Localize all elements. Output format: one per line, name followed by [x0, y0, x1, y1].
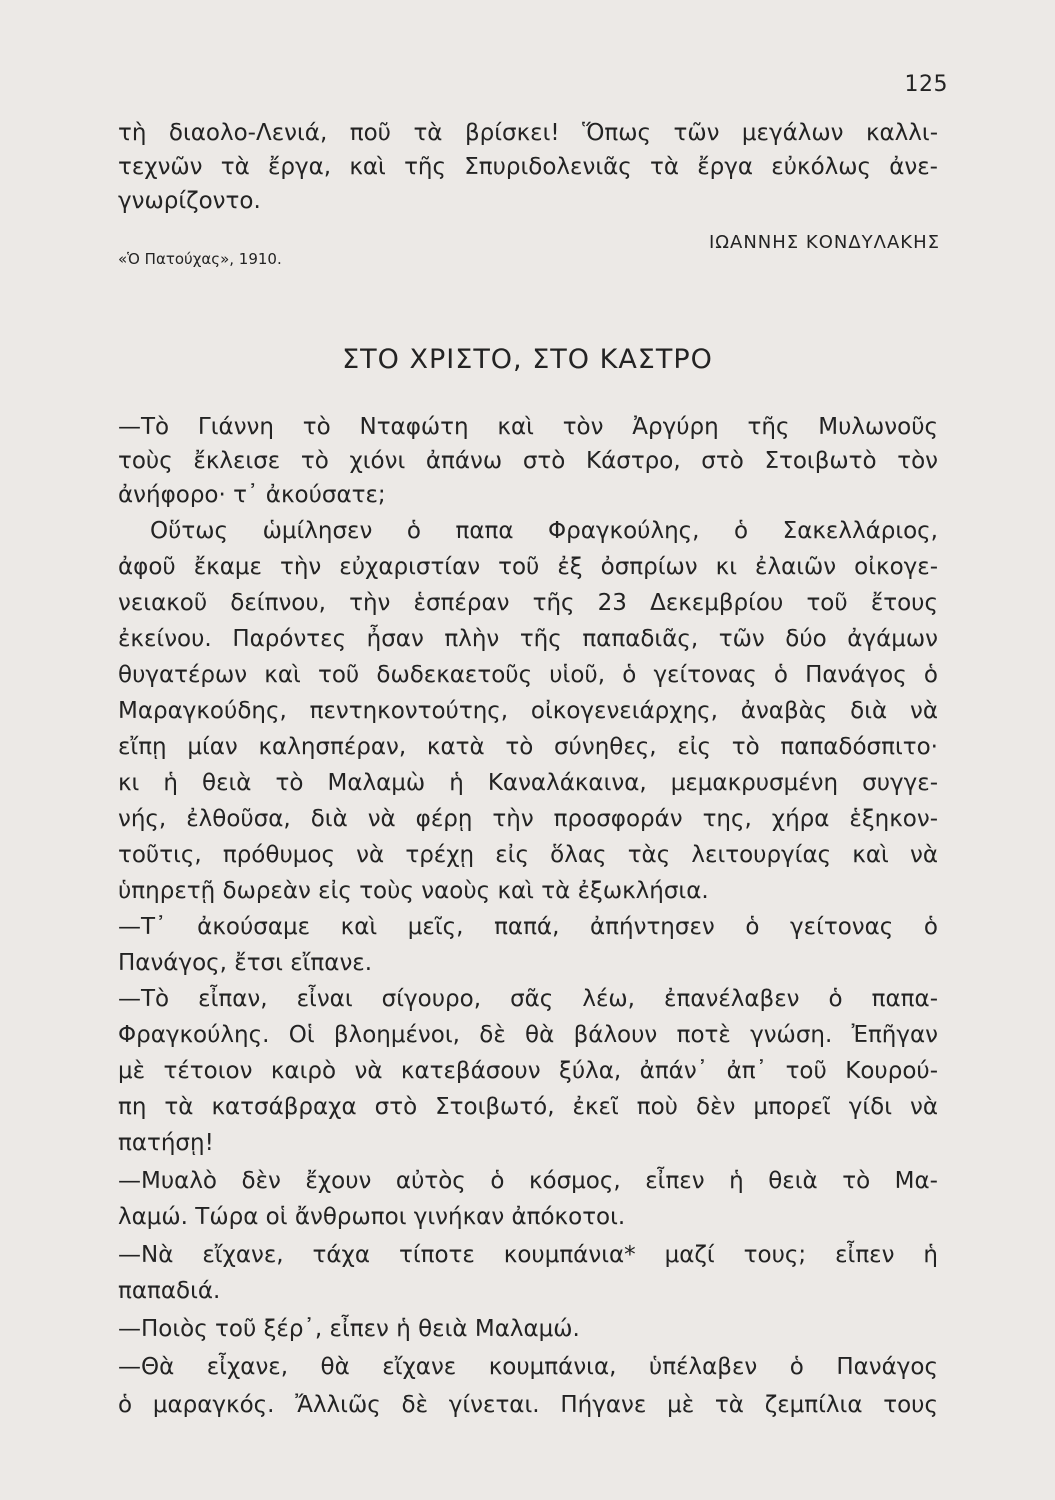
story-text-line: —Τὸ Γιάννη τὸ Νταφώτη καὶ τὸν Ἀργύρη τῆς Μυλωνοῦς: [118, 414, 938, 440]
story-text-line: —Θὰ εἶχανε, θὰ εἴχανε κουμπάνια, ὑπέλαβεν ὁ Πανάγος: [118, 1354, 938, 1380]
story-text-line: νειακοῦ δείπνου, τὴν ἑσπέραν τῆς 23 Δεκεμβρίου τοῦ ἔτους: [118, 590, 938, 616]
story-text-line: —Νὰ εἴχανε, τάχα τίποτε κουμπάνια* μαζί τους; εἶπεν ἡ: [118, 1242, 938, 1268]
story-text-line: —Ποιὸς τοῦ ξέρ᾿, εἶπεν ἡ θειὰ Μαλαμώ.: [118, 1316, 580, 1342]
story-text-line: λαμώ. Τώρα οἱ ἄνθρωποι γινήκαν ἀπόκοτοι.: [118, 1204, 626, 1230]
prev-text-line: γνωρίζοντο.: [118, 188, 261, 214]
story-text-line: —Τ᾿ ἀκούσαμε καὶ μεῖς, παπά, ἀπήντησεν ὁ γείτονας ὁ: [118, 914, 938, 940]
author-signature: ΙΩΑΝΝΗΣ ΚΟΝΔΥΛΑΚΗΣ: [708, 232, 940, 253]
story-text-line: νής, ἐλθοῦσα, διὰ νὰ φέρῃ τὴν προσφοράν της, χήρα ἑξηκον-: [118, 806, 938, 832]
story-text-line: θυγατέρων καὶ τοῦ δωδεκαετοῦς υἱοῦ, ὁ γείτονας ὁ Πανάγος ὁ: [118, 662, 938, 688]
page-number: 125: [904, 72, 948, 97]
story-text-line: κι ἡ θειὰ τὸ Μαλαμὼ ἡ Καναλάκαινα, μεμακρυσμένη συγγε-: [118, 770, 938, 796]
story-text-line: ἐκείνου. Παρόντες ἦσαν πλὴν τῆς παπαδιᾶς, τῶν δύο ἀγάμων: [118, 626, 938, 652]
story-text-line: παπαδιά.: [118, 1278, 221, 1304]
story-text-line: τοῦτις, πρόθυμος νὰ τρέχῃ εἰς ὅλας τὰς λειτουργίας καὶ νὰ: [118, 842, 938, 868]
story-text-line: τοὺς ἔκλεισε τὸ χιόνι ἀπάνω στὸ Κάστρο, στὸ Στοιβωτὸ τὸν: [118, 448, 938, 474]
story-text-line: ἀφοῦ ἔκαμε τὴν εὐχαριστίαν τοῦ ἐξ ὀσπρίων κι ἐλαιῶν οἰκογε-: [118, 554, 938, 580]
story-text-line: ἀνήφορο· τ᾿ ἀκούσατε;: [118, 482, 386, 508]
story-text-line: εἴπῃ μίαν καλησπέραν, κατὰ τὸ σύνηθες, εἰς τὸ παπαδόσπιτο·: [118, 734, 938, 760]
story-text-line: Οὕτως ὡμίλησεν ὁ παπα Φραγκούλης, ὁ Σακελλάριος,: [150, 518, 938, 544]
prev-text-line: τεχνῶν τὰ ἔργα, καὶ τῆς Σπυριδολενιᾶς τὰ ἔργα εὐκόλως ἀνε-: [118, 154, 938, 180]
story-title: ΣΤΟ ΧΡΙΣΤΟ, ΣΤΟ ΚΑΣΤΡΟ: [342, 344, 713, 375]
story-text-line: —Τὸ εἶπαν, εἶναι σίγουρο, σᾶς λέω, ἐπανέλαβεν ὁ παπα-: [118, 986, 938, 1012]
story-text-line: Πανάγος, ἔτσι εἴπανε.: [118, 950, 373, 976]
story-text-line: Μαραγκούδης, πεντηκοντούτης, οἰκογενειάρχης, ἀναβὰς διὰ νὰ: [118, 698, 938, 724]
story-text-line: πατήσῃ!: [118, 1130, 214, 1156]
story-text-line: —Μυαλὸ δὲν ἔχουν αὐτὸς ὁ κόσμος, εἶπεν ἡ θειὰ τὸ Μα-: [118, 1168, 938, 1194]
source-citation: «Ὁ Πατούχας», 1910.: [118, 250, 282, 268]
story-text-line: μὲ τέτοιον καιρὸ νὰ κατεβάσουν ξύλα, ἀπάν᾿ ἀπ᾿ τοῦ Κουρού-: [118, 1058, 938, 1084]
story-text-line: πη τὰ κατσάβραχα στὸ Στοιβωτό, ἐκεῖ ποὺ δὲν μπορεῖ γίδι νὰ: [118, 1094, 938, 1120]
story-text-line: ὁ μαραγκός. Ἄλλιῶς δὲ γίνεται. Πήγανε μὲ τὰ ζεμπίλια τους: [118, 1392, 938, 1418]
prev-text-line: τὴ διαολο-Λενιά, ποῦ τὰ βρίσκει! Ὅπως τῶν μεγάλων καλλι-: [118, 120, 938, 146]
story-text-line: ὑπηρετῇ δωρεὰν εἰς τοὺς ναοὺς καὶ τὰ ἐξωκλήσια.: [118, 878, 709, 904]
story-text-line: Φραγκούλης. Οἱ βλοημένοι, δὲ θὰ βάλουν ποτὲ γνώση. Ἐπῆγαν: [118, 1022, 938, 1048]
